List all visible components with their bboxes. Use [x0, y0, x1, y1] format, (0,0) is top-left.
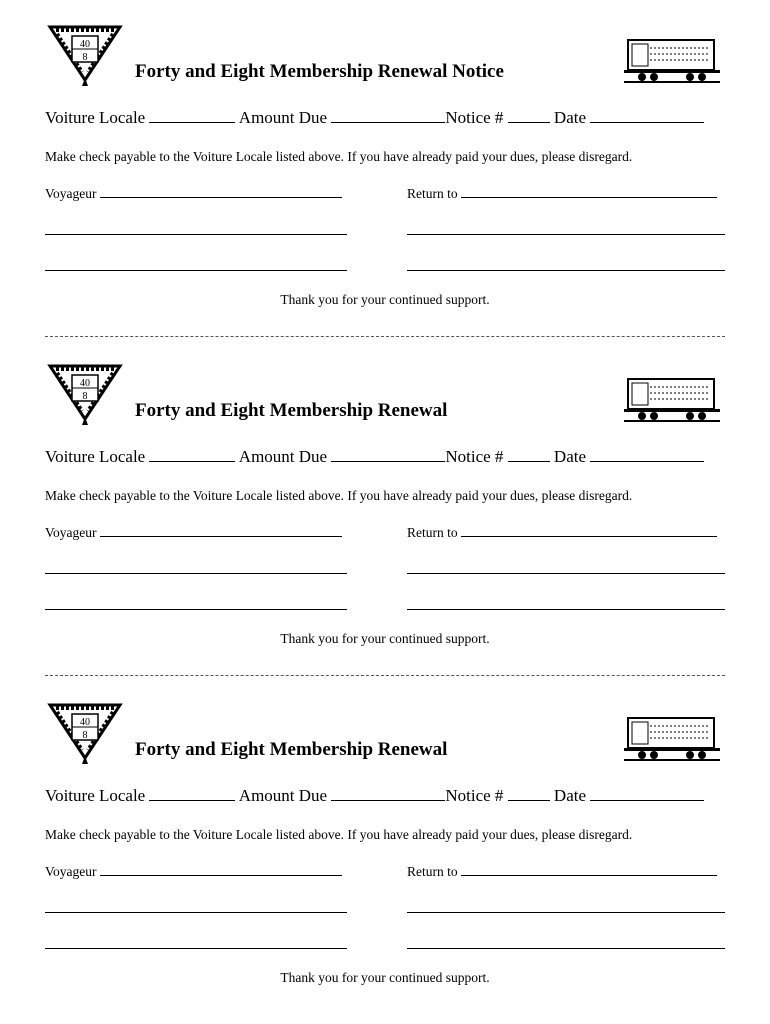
cut-line-2 — [45, 675, 725, 676]
thank-you-message: Thank you for your continued support. — [280, 292, 490, 307]
notice-field[interactable] — [508, 446, 550, 462]
voyageur-row — [45, 863, 342, 880]
amount-due-label: Amount Due — [238, 786, 328, 805]
emblem-top-number: 40 — [80, 717, 90, 728]
voyageur-label: Voyageur — [45, 864, 97, 879]
voyageur-address-line-1[interactable] — [45, 234, 347, 235]
payment-instruction: Make check payable to the Voiture Locale listed above. If you have already paid your dues, please disregard. — [45, 488, 633, 503]
forty-eight-emblem-icon — [44, 700, 126, 764]
voyageur-address-line-1[interactable] — [45, 573, 347, 574]
notice-label: Notice # — [445, 447, 504, 466]
voyageur-label: Voyageur — [45, 525, 97, 540]
date-field[interactable] — [590, 446, 704, 462]
notice-field[interactable] — [508, 107, 550, 123]
thank-you-message: Thank you for your continued support. — [280, 970, 490, 985]
amount-due-field[interactable] — [331, 785, 445, 801]
emblem-bottom-number: 8 — [82, 52, 88, 63]
emblem-top-number: 40 — [80, 39, 90, 50]
thank-you-message: Thank you for your continued support. — [280, 631, 490, 646]
voiture-locale-label: Voiture Locale — [45, 108, 146, 127]
return-address-line-1[interactable] — [407, 912, 725, 913]
voiture-locale-field[interactable] — [149, 785, 235, 801]
notice-label: Notice # — [445, 108, 504, 127]
voiture-locale-label: Voiture Locale — [45, 786, 146, 805]
date-field[interactable] — [590, 785, 704, 801]
renewal-section-3 — [0, 678, 770, 1008]
header-fields-row — [45, 107, 704, 128]
return-to-label: Return to — [407, 186, 458, 201]
return-to-row — [407, 863, 717, 880]
boxcar-icon — [624, 373, 720, 423]
header-fields-row — [45, 785, 704, 806]
amount-due-field[interactable] — [331, 446, 445, 462]
return-address-line-2[interactable] — [407, 948, 725, 949]
voyageur-address-line-2[interactable] — [45, 948, 347, 949]
amount-due-field[interactable] — [331, 107, 445, 123]
date-label: Date — [553, 108, 587, 127]
forty-eight-emblem-icon — [44, 22, 126, 86]
forty-eight-emblem-icon — [44, 361, 126, 425]
return-to-label: Return to — [407, 864, 458, 879]
section-title: Forty and Eight Membership Renewal Notice — [135, 61, 504, 82]
voyageur-address-line-2[interactable] — [45, 609, 347, 610]
voyageur-row — [45, 524, 342, 541]
section-title: Forty and Eight Membership Renewal — [135, 739, 448, 760]
date-field[interactable] — [590, 107, 704, 123]
emblem-bottom-number: 8 — [82, 730, 88, 741]
date-label: Date — [553, 447, 587, 466]
renewal-section-2 — [0, 339, 770, 669]
voyageur-field[interactable] — [100, 185, 342, 198]
voiture-locale-field[interactable] — [149, 446, 235, 462]
date-label: Date — [553, 786, 587, 805]
return-to-field[interactable] — [461, 524, 717, 537]
return-to-field[interactable] — [461, 185, 717, 198]
payment-instruction: Make check payable to the Voiture Locale listed above. If you have already paid your dues, please disregard. — [45, 149, 633, 164]
return-to-label: Return to — [407, 525, 458, 540]
return-address-line-2[interactable] — [407, 609, 725, 610]
emblem-top-number: 40 — [80, 378, 90, 389]
return-to-field[interactable] — [461, 863, 717, 876]
voiture-locale-label: Voiture Locale — [45, 447, 146, 466]
voyageur-field[interactable] — [100, 524, 342, 537]
voiture-locale-field[interactable] — [149, 107, 235, 123]
boxcar-icon — [624, 34, 720, 84]
voyageur-label: Voyageur — [45, 186, 97, 201]
voyageur-row — [45, 185, 342, 202]
return-address-line-1[interactable] — [407, 573, 725, 574]
notice-field[interactable] — [508, 785, 550, 801]
emblem-bottom-number: 8 — [82, 391, 88, 402]
return-to-row — [407, 524, 717, 541]
notice-label: Notice # — [445, 786, 504, 805]
renewal-section-1 — [0, 0, 770, 330]
payment-instruction: Make check payable to the Voiture Locale listed above. If you have already paid your dues, please disregard. — [45, 827, 633, 842]
cut-line-1 — [45, 336, 725, 337]
return-to-row — [407, 185, 717, 202]
return-address-line-2[interactable] — [407, 270, 725, 271]
header-fields-row — [45, 446, 704, 467]
voyageur-address-line-2[interactable] — [45, 270, 347, 271]
amount-due-label: Amount Due — [238, 108, 328, 127]
boxcar-icon — [624, 712, 720, 762]
voyageur-field[interactable] — [100, 863, 342, 876]
amount-due-label: Amount Due — [238, 447, 328, 466]
voyageur-address-line-1[interactable] — [45, 912, 347, 913]
section-title: Forty and Eight Membership Renewal — [135, 400, 448, 421]
return-address-line-1[interactable] — [407, 234, 725, 235]
